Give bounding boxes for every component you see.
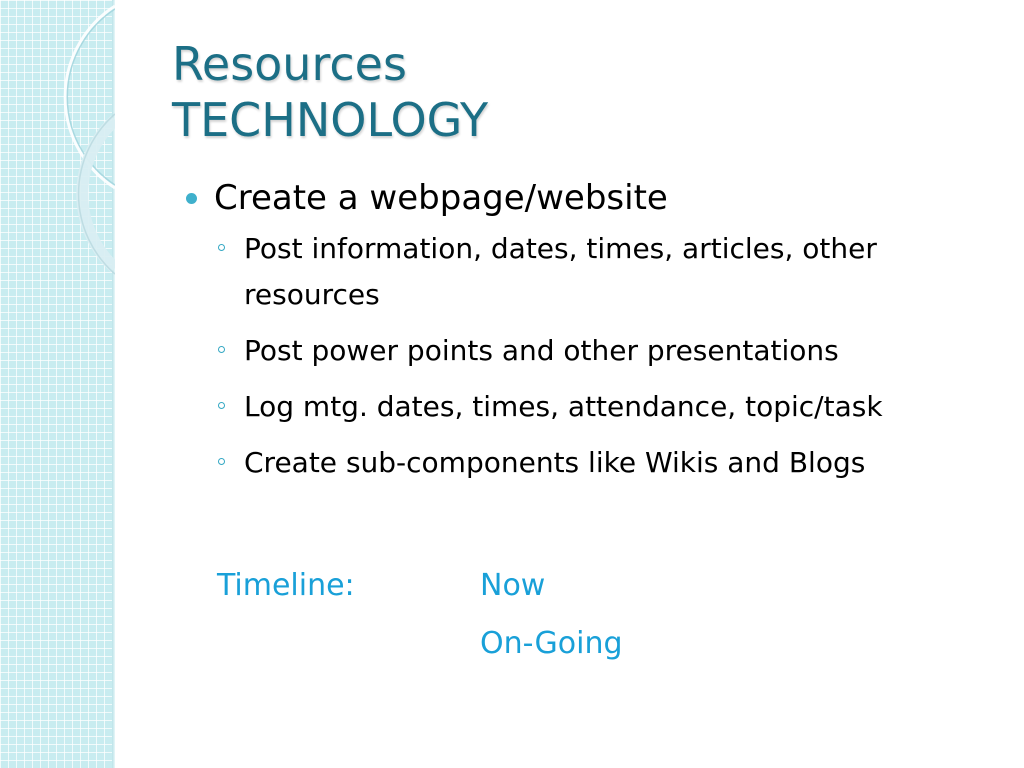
bullet-list	[180, 176, 1000, 496]
timeline-value-now: Now	[480, 568, 546, 603]
title-line-1: Resources	[172, 37, 407, 91]
sub-bullet-item	[180, 226, 1000, 318]
decorative-rings	[0, 0, 115, 768]
slide-title	[172, 36, 488, 148]
ring-bullet-icon	[218, 402, 225, 409]
timeline-label: Timeline:	[217, 568, 355, 603]
sub-bullet-text: Post information, dates, times, articles, other resources	[244, 232, 877, 311]
sub-bullet-item	[180, 440, 1000, 486]
sub-bullet-list	[180, 226, 1000, 486]
ring-bullet-icon	[218, 244, 225, 251]
ring-bullet-icon	[218, 458, 225, 465]
ring-bullet-icon	[218, 346, 225, 353]
bullet-dot-icon	[186, 193, 197, 204]
bullet-item	[180, 176, 1000, 220]
timeline-value-ongoing: On-Going	[480, 626, 623, 661]
sub-bullet-text: Log mtg. dates, times, attendance, topic/task	[244, 390, 883, 423]
sub-bullet-item	[180, 328, 1000, 374]
sub-bullet-text: Create sub-components like Wikis and Blogs	[244, 446, 866, 479]
bullet-text: Create a webpage/website	[214, 178, 668, 218]
sub-bullet-item	[180, 384, 1000, 430]
title-line-2: TECHNOLOGY	[172, 93, 489, 147]
sub-bullet-text: Post power points and other presentations	[244, 334, 839, 367]
